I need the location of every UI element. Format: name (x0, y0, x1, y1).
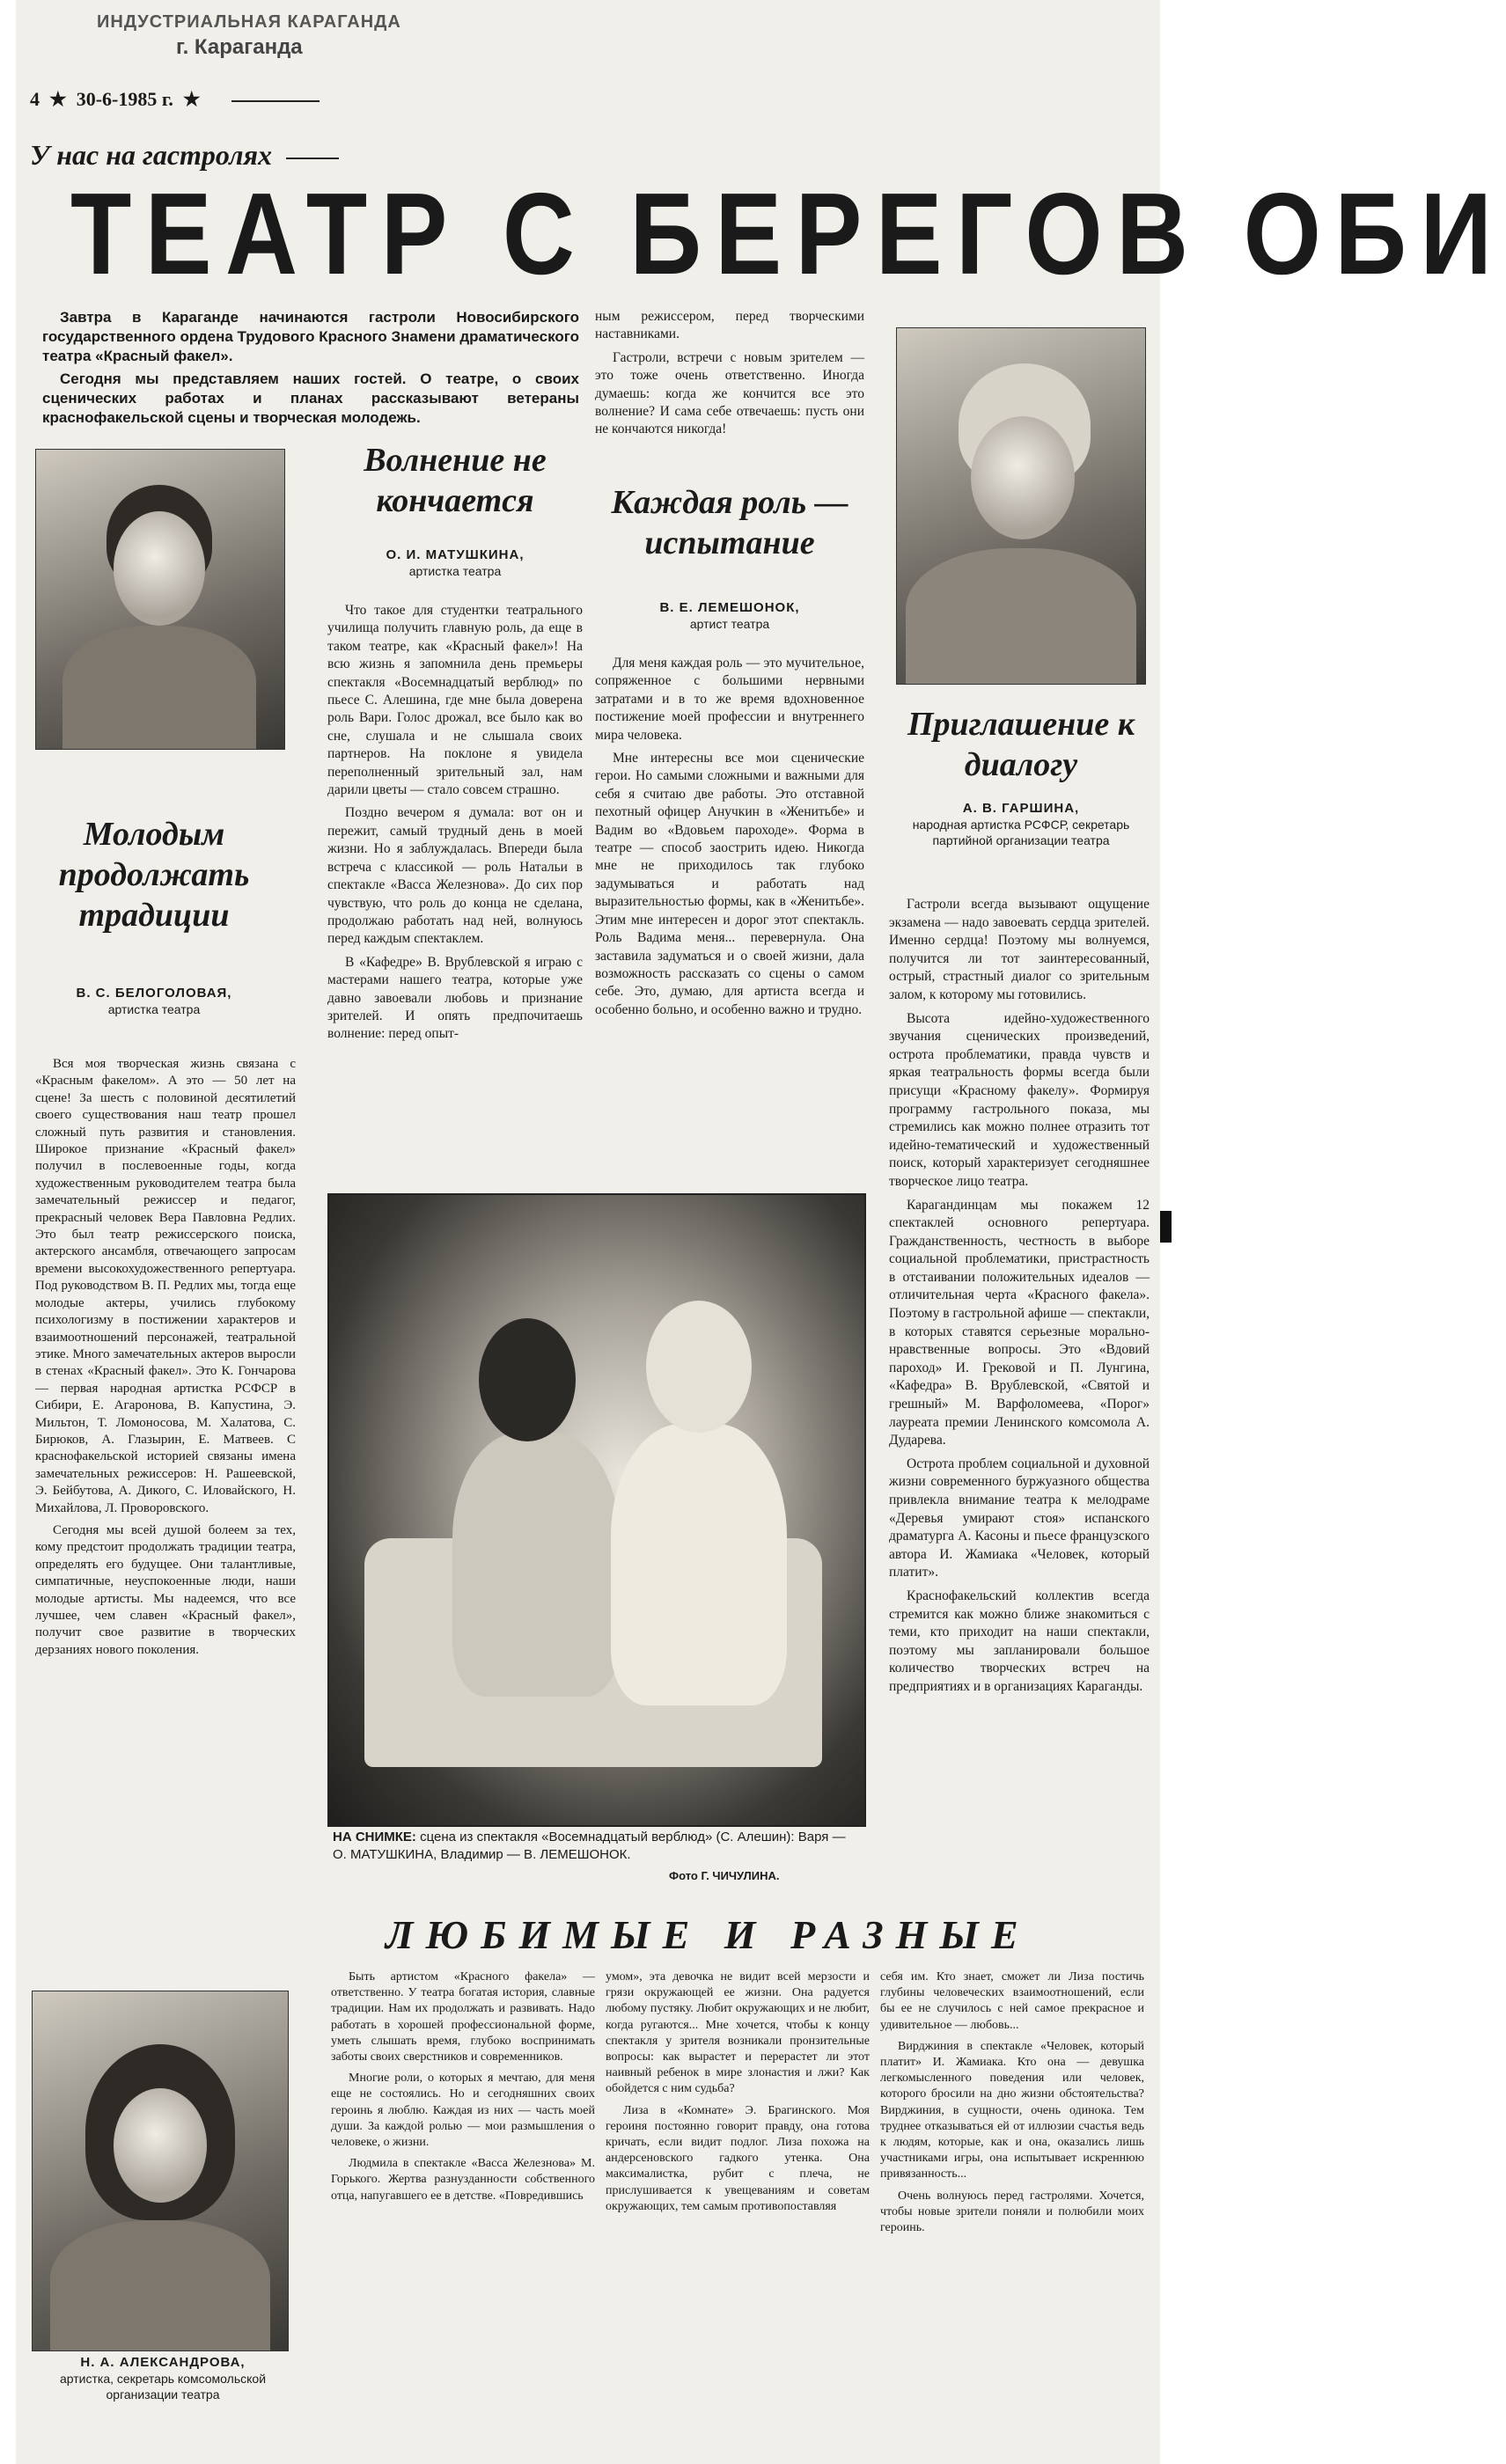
rubric (30, 139, 339, 172)
stage-photo (327, 1193, 866, 1827)
caption-text: сцена из спектакля «Восемнадцатый верблюд» (С. Алешин): Варя — О. МАТУШКИНА, Владимир — В. ЛЕМЕШОНОК. (333, 1830, 846, 1862)
byline-matushkina (327, 547, 583, 579)
star-icon: ★ (178, 88, 201, 110)
paragraph: Вирджиния в спектакле «Человек, который платит» И. Жамиака. Кто она — девушка легкомысленного поведения или человек, которого бросили на дно жизни обстоятельства? Вирджиния, в сущности, очень одинока. Тем труднее отказываться ей от иллюзии счастья ведь к людям, которые, как и она, оказались лишь участниками игры, она испытывает искреннюю привязанность... (880, 2039, 1144, 2182)
issue-date: 30-6-1985 г. (76, 88, 173, 110)
article-body-belogolovaya (35, 1056, 296, 1664)
actress-head (646, 1301, 752, 1433)
author-name: В. С. БЕЛОГОЛОВАЯ, (76, 986, 232, 1001)
paragraph: Мне интересны все мои сценические герои. Но самыми сложными и важными для себя я считаю две работы. Это отставной пехотный офицер Анучкин в «Женитьбе» и Вадим во «Вдовьем пароходе». Форма в театре — способ заострить идею. Никогда мне не приходилось так глубоко задумываться и работать над выразительностью формы, как в «Женитьбе». Этим мне интересен и дорог этот спектакль. Роль Вадима меня... перевернула. Она заставила задуматься и о своей жизни, дала возможность рассказать со сцены о самом себе. Это, думаю, для артиста всегда и особенно больно, и особенно важно и трудно. (595, 751, 864, 1017)
paragraph: Поздно вечером я думала: вот он и пережит, самый трудный день в моей жизни. Но я заблуждалась. Впереди была встреча с классикой — роль Натальи в спектакле «Васса Железнова». До сих пор чувствую, что роль до конца не сделана, продолжаю работать над ней, волнуюсь перед каждым спектаклем. (327, 805, 583, 947)
paragraph: Краснофакельский коллектив всегда стремится как можно ближе знакомиться с теми, кто приходит на наши спектакли, поэтому мы запланировали большое количество творческих встреч на предприятиях и в организациях Караганды. (889, 1588, 1150, 1694)
paragraph: Гастроли, встречи с новым зрителем — это тоже очень ответственно. Иногда думаешь: когда же кончится все это волнение? И сама себе отвечаешь: пусть они не кончаются никогда! (595, 349, 864, 437)
paragraph: умом», эта девочка не видит всей мерзости и грязи окружающей ее жизни. Она радуется любому пустяку. Любит окружающих и не любит, когда ругаются... Мне хочется, чтобы к концу спектакля у зрителя возникали пронзительные вопросы: как вырастет и перерастет ли этот наивный ребенок в мире злонастия и лжи? Как обойдется с ним судьба? (606, 1970, 870, 2096)
article-body-matushkina (327, 602, 583, 1049)
article-title-lemeshonok: Каждая роль — испытание (611, 484, 849, 561)
rubric-rule (286, 158, 339, 159)
byline-belogolovaya (35, 986, 273, 1017)
paragraph: Вся моя творческая жизнь связана с «Красным факелом». А это — 50 лет на сцене! За шесть с половиной десятилетий своего существования наш театр прошел сложный путь развития и становления. Широкое признание «Красный факел» получил в послевоенные годы, когда художественным руководителем театра была замечательный режиссер и педагог, прекрасный человек Вера Павловна Редлих. Это был театр режиссерского поиска, актерского ансамбля, отвечающего запросам времени высокохудожественного репертуара. Под руководством В. П. Редлих мы, тогда еще молодые актеры, учились глубокому психологизму в постижении характеров и взаимоотношений персонажей, театральной этике. Много замечательных актеров выросли в стенах «Красный факел». Это К. Гончарова — первая народная артистка РСФСР в Сибири, Е. Агаронова, В. Капустина, Э. Мильтон, Т. Ломоносова, М. Халатова, С. Бирюков, А. Глазырин, Е. Матвеев. С краснофакельской историей связаны имена замечательных режиссеров: Н. Рашеевской, Э. Бейбутова, А. Дикого, С. Иловайского, Н. Михайлова, Л. Проворовского. (35, 1057, 296, 1515)
intro-lead (42, 308, 579, 431)
article-title-matushkina: Волнение не кончается (364, 442, 547, 519)
byline-garshina (889, 801, 1153, 848)
byline-lemeshonok (595, 600, 864, 632)
author-role: артист театра (689, 617, 770, 631)
portrait-belogolovaya (35, 449, 285, 750)
paragraph: Что такое для студентки театрального училища получить главную роль, да еще в таком театре, как «Красный факел»! На всю жизнь я запомнила день премьеры спектакля «Восемнадцатый верблюд» по пьесе С. Алешина, где мне была доверена роль Вари. Голос дрожал, все было как во сне, слушала и не слышала своих партнеров. На поклоне я увидела переполненный зрительный зал, нам дарили цветы — стало совсем страшно. (327, 603, 583, 798)
author-role: артистка театра (408, 564, 502, 578)
intro-paragraph: Завтра в Караганде начинаются гастроли Новосибирского государственного ордена Трудового Красного Знамени драматического театра «Красный факел». (42, 309, 579, 364)
article-body-aleksandrova-col3 (880, 1969, 1144, 2241)
author-role: народная артистка РСФСР, секретарь партийной организации театра (912, 818, 1130, 847)
article-title-garshina: Приглашение к диалогу (907, 706, 1135, 783)
paragraph: Карагандинцам мы покажем 12 спектаклей основного репертуара. Гражданственность, честность в выборе социальной проблематики, пристрастность в отстаивании положительных идеалов — отличительная черта «Красного факела». Поэтому в гастрольной афише — спектакли, в которых ставятся серьезные морально-нравственные вопросы. Это «Вдовий пароход» И. Грековой и П. Лунгина, «Кафедра» В. Врублевской, «Святой и грешный» М. Варфоломеева, «Порог» лауреата премии Ленинского комсомола А. Дударева. (889, 1197, 1150, 1448)
paragraph: Высота идейно-художественного звучания сценических произведений, острота проблематики, правда чувств и яркая театральность формы всегда были присущи «Красному факелу». Формируя программу гастрольного показа, мы стремились как можно полнее отразить тот идейно-тематический и художественный поиск, который характеризует сегодняшнее творческое лицо театра. (889, 1010, 1150, 1189)
paragraph: Острота проблем социальной и духовной жизни современного буржуазного общества привлекла внимание театра к мелодраме «Деревья умирают стоя» испанского драматурга А. Касоны и пьесе французского автора И. Жамиака «Человек, который платит». (889, 1456, 1150, 1580)
scan-edge-marker (1160, 1211, 1172, 1243)
actress-figure (611, 1424, 787, 1705)
actor-figure (452, 1433, 620, 1697)
paragraph: Многие роли, о которых я мечтаю, для меня еще не состоялись. Но и сегодняшних своих героинь я люблю. Каждая из них — часть моей души. За каждой ролью — мои размышления о человеке, о жизни. (331, 2072, 595, 2150)
dateline-rule (231, 100, 320, 102)
headline: ТЕАТР С БЕРЕГОВ ОБИ (70, 169, 1506, 298)
author-role: артистка, секретарь комсомольской организации театра (59, 2372, 267, 2402)
paragraph: Гастроли всегда вызывают ощущение экзамена — надо завоевать сердца зрителей. Именно сердца! Поэтому мы волнуемся, получится ли тот заинтересованный, острый, страстный диалог со зрительным залом, к которому мы готовились. (889, 897, 1150, 1002)
paragraph: Лиза в «Комнате» Э. Брагинского. Моя героиня постоянно говорит правду, она готова кричать, если видит подлог. Лиза похожа на андерсеновского гадкого утенка. Она максималистка, рубит с плеча, не прислушивается к увещеваниям и советам окружающих, тем самым противопоставляя (606, 2103, 870, 2213)
photo-credit: Фото Г. ЧИЧУЛИНА. (669, 1869, 780, 1882)
paragraph: Быть артистом «Красного факела» — ответственно. У театра богатая история, славные традиции. Нам их продолжать и развивать. Надо работать в хорошей профессиональной форме, уметь слышать время, глубоко воспринимать заботы своих сверстников и современников. (331, 1970, 595, 2064)
article-body-aleksandrova-col1 (331, 1969, 595, 2210)
paragraph: Сегодня мы всей душой болеем за тех, кому предстоит продолжать традиции театра, определять его будущее. Они талантливые, симпатичные, неуспокоенные люди, наши молодые артисты. Мы надеемся, что все лучшее, чем славен «Красный факел», получит свое развитие в творческих дерзаниях нового поколения. (35, 1522, 296, 1657)
author-name: А. В. ГАРШИНА, (962, 801, 1080, 816)
paragraph: Очень волнуюсь перед гастролями. Хочется, чтобы новые зрители поняли и полюбили моих героинь. (880, 2189, 1144, 2235)
article-title-belogolovaya: Молодым продолжать традиции (58, 816, 250, 934)
rubric-text: У нас на гастролях (30, 139, 273, 171)
paragraph: В «Кафедре» В. Врублевской я играю с мастерами нашего театра, которые уже давно завоевали любовь и признание зрителей. И опять предпочитаешь волнение: перед опыт- (327, 954, 583, 1042)
author-name: О. И. МАТУШКИНА, (386, 547, 525, 562)
portrait-aleksandrova (32, 1991, 289, 2351)
intro-paragraph: Сегодня мы представляем наших гостей. О театре, о своих сценических работах и планах рассказывают ветераны краснофакельской сцены и творческая молодежь. (42, 370, 579, 426)
byline-aleksandrova (26, 2355, 299, 2402)
author-name: Н. А. АЛЕКСАНДРОВА, (80, 2355, 246, 2370)
caption-lead: НА СНИМКЕ: (333, 1830, 416, 1844)
paragraph: ным режиссером, перед творческими наставниками. (595, 309, 864, 342)
star-icon: ★ (44, 88, 72, 110)
author-role: артистка театра (107, 1002, 201, 1016)
paragraph: себя им. Кто знает, сможет ли Лиза постичь глубины человеческих взаимоотношений, если бы ее не случилось с ней самое прекрасное и удивительное — любовь... (880, 1970, 1144, 2032)
author-name: В. Е. ЛЕМЕШОНОК, (659, 600, 800, 615)
article-body-lemeshonok (595, 655, 864, 1024)
library-stamp-city: г. Караганда (176, 35, 303, 59)
library-stamp: ИНДУСТРИАЛЬНАЯ КАРАГАНДА (97, 12, 401, 32)
article-body-aleksandrova-col2 (606, 1969, 870, 2220)
page-number: 4 (30, 88, 40, 110)
continued-matushkina (595, 308, 864, 444)
article-body-garshina (889, 896, 1150, 1702)
actor-head (479, 1318, 576, 1441)
paragraph: Для меня каждая роль — это мучительное, сопряженное с большими нервными затратами и в то же время вдохновенное постижение моей профессии и внутреннего мира человека. (595, 656, 864, 743)
paragraph: Людмила в спектакле «Васса Железнова» М. Горького. Жертва разнузданности собственного отца, напугавшего ее в детстве. «Повредившись (331, 2157, 595, 2203)
dateline (30, 88, 320, 111)
article-title-aleksandrova: ЛЮБИМЫЕ И РАЗНЫЕ (386, 1912, 1031, 1957)
photo-caption (333, 1829, 861, 1864)
portrait-garshina (896, 327, 1146, 685)
